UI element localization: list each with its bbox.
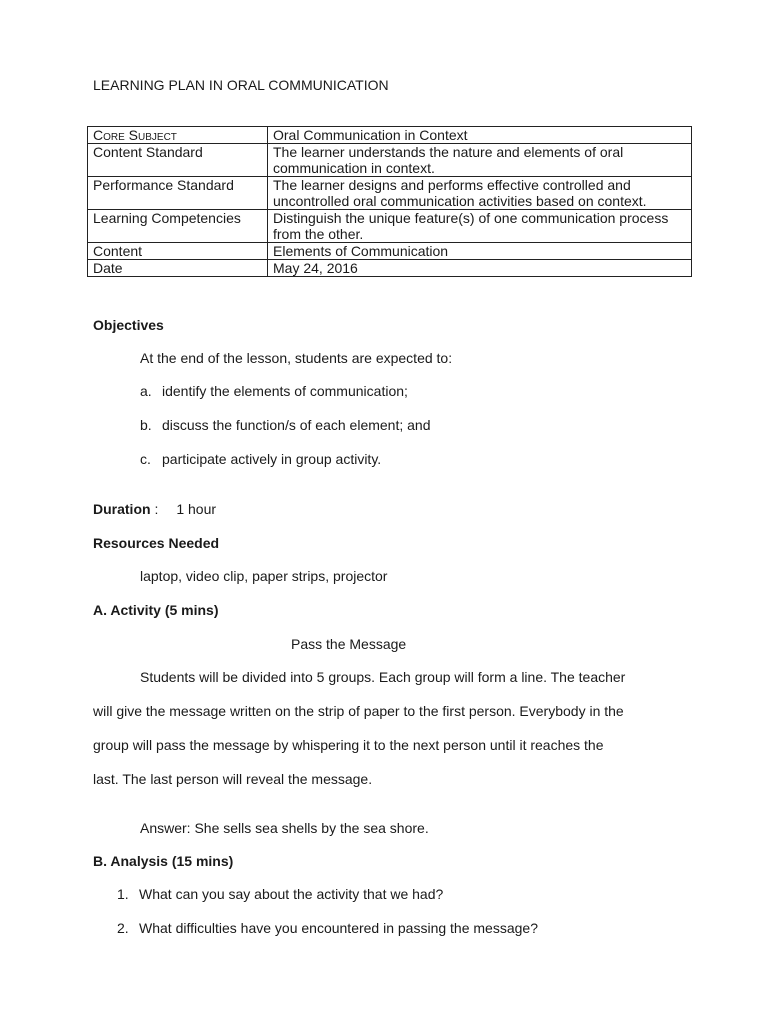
list-item-text: What can you say about the activity that we had? bbox=[139, 886, 444, 902]
list-item-text: What difficulties have you encountered in passing the message? bbox=[139, 920, 538, 936]
table-value: The learner designs and performs effective controlled and uncontrolled oral communication activities based on context. bbox=[268, 177, 692, 210]
list-item bbox=[117, 920, 538, 936]
document-title: LEARNING PLAN IN ORAL COMMUNICATION bbox=[93, 77, 389, 93]
list-marker: c. bbox=[140, 451, 151, 467]
activity-paragraph bbox=[93, 669, 693, 805]
table-value: Distinguish the unique feature(s) of one communication process from the other. bbox=[268, 210, 692, 243]
table-label: Content bbox=[88, 243, 268, 260]
table-value: May 24, 2016 bbox=[268, 260, 692, 277]
paragraph-line: last. The last person will reveal the message. bbox=[93, 771, 373, 787]
list-marker: 2. bbox=[117, 920, 129, 936]
objectives-intro: At the end of the lesson, students are expected to: bbox=[140, 350, 453, 366]
table-value: Elements of Communication bbox=[268, 243, 692, 260]
table-row bbox=[88, 243, 692, 260]
duration-value: 1 hour bbox=[176, 501, 217, 517]
table-value: The learner understands the nature and elements of oral communication in context. bbox=[268, 144, 692, 177]
table-row bbox=[88, 210, 692, 243]
paragraph-line: will give the message written on the strip of paper to the first person. Everybody in the bbox=[93, 703, 624, 719]
info-table bbox=[87, 126, 692, 277]
duration-label: Duration bbox=[93, 501, 151, 517]
analysis-heading: B. Analysis (15 mins) bbox=[93, 853, 234, 869]
table-label: Performance Standard bbox=[88, 177, 268, 210]
table-label: Learning Competencies bbox=[88, 210, 268, 243]
activity-answer: Answer: She sells sea shells by the sea shore. bbox=[140, 820, 429, 836]
list-item-text: participate actively in group activity. bbox=[162, 451, 382, 467]
objectives-heading: Objectives bbox=[93, 317, 164, 333]
activity-heading: A. Activity (5 mins) bbox=[93, 602, 219, 618]
duration-line bbox=[93, 501, 216, 517]
list-marker: b. bbox=[140, 417, 152, 433]
activity-subtitle: Pass the Message bbox=[291, 636, 407, 652]
table-label: Content Standard bbox=[88, 144, 268, 177]
list-item bbox=[117, 886, 443, 902]
list-item bbox=[140, 451, 381, 467]
table-value: Oral Communication in Context bbox=[268, 127, 692, 144]
paragraph-line: group will pass the message by whispering it to the next person until it reaches the bbox=[93, 737, 604, 753]
table-label: Core Subject bbox=[88, 127, 268, 144]
table-label: Date bbox=[88, 260, 268, 277]
resources-heading: Resources Needed bbox=[93, 535, 220, 551]
list-item bbox=[140, 417, 431, 433]
table-row bbox=[88, 260, 692, 277]
list-marker: a. bbox=[140, 383, 152, 399]
duration-separator: : bbox=[150, 501, 159, 517]
list-item-text: discuss the function/s of each element; and bbox=[162, 417, 431, 433]
table-row bbox=[88, 127, 692, 144]
table-row bbox=[88, 144, 692, 177]
resources-text: laptop, video clip, paper strips, projector bbox=[140, 568, 388, 584]
paragraph-line: Students will be divided into 5 groups. Each group will form a line. The teacher bbox=[140, 669, 626, 685]
list-marker: 1. bbox=[117, 886, 129, 902]
table-row bbox=[88, 177, 692, 210]
list-item bbox=[140, 383, 408, 399]
list-item-text: identify the elements of communication; bbox=[162, 383, 408, 399]
